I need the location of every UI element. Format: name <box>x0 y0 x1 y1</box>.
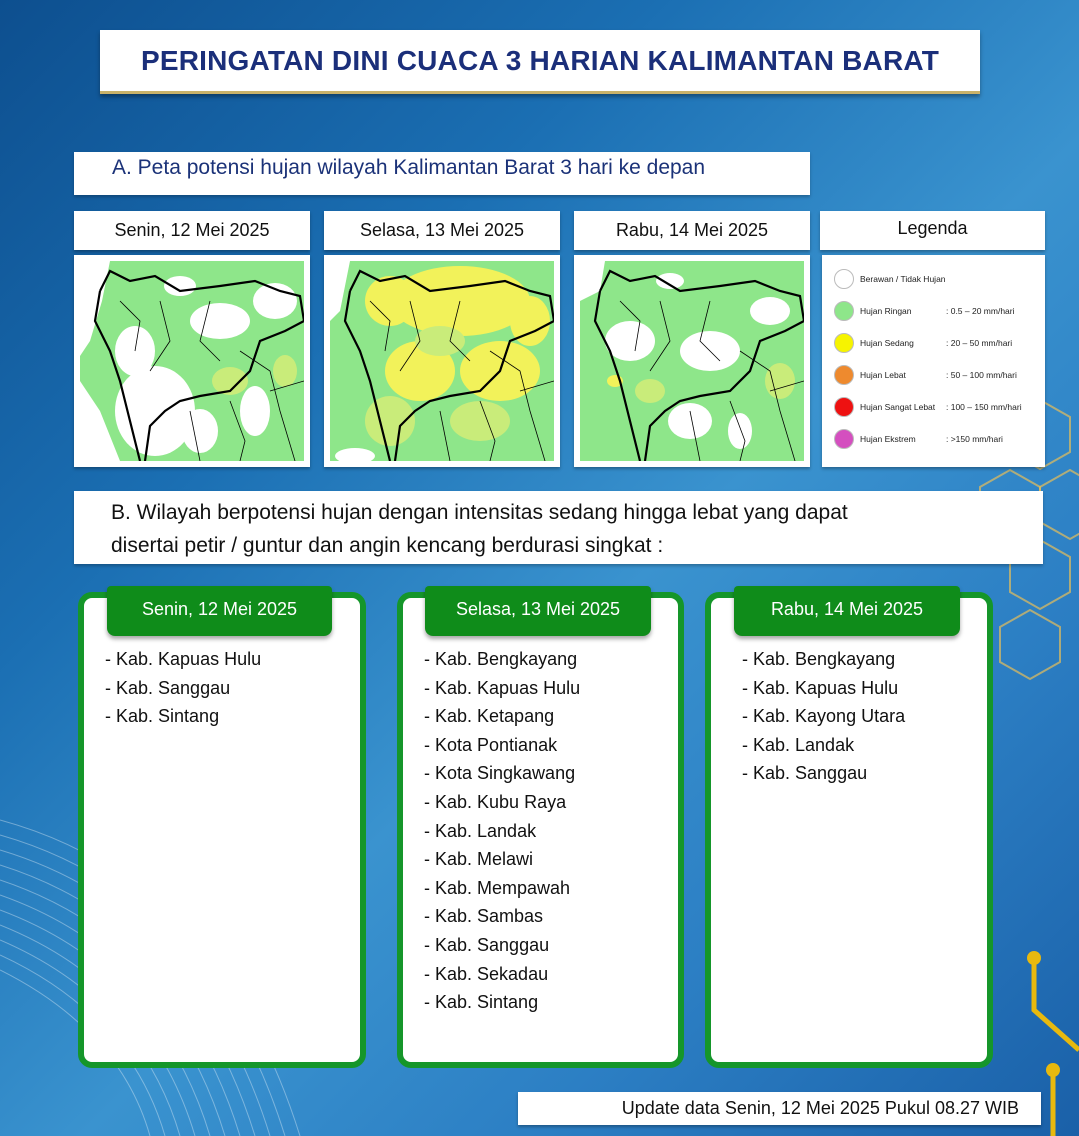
region-list-item: - Kab. Sanggau <box>424 934 550 955</box>
map-day-label-1: Senin, 12 Mei 2025 <box>74 211 310 250</box>
legend-panel <box>822 255 1045 467</box>
title-banner <box>100 30 980 94</box>
legend-item-berawan: Berawan / Tidak Hujan <box>834 269 946 289</box>
legend-swatch-icon <box>834 333 854 353</box>
legend-item-hujan-ekstrem: Hujan Ekstrem : >150 mm/hari <box>834 429 1003 449</box>
legend-swatch-icon <box>834 301 854 321</box>
region-list-day-2 <box>424 645 580 1017</box>
region-list-item: - Kab. Sanggau <box>742 763 868 784</box>
region-list-item: - Kota Singkawang <box>424 763 576 784</box>
region-list-item: - Kab. Kapuas Hulu <box>424 677 581 698</box>
legend-swatch-icon <box>834 429 854 449</box>
region-list-item: - Kab. Kapuas Hulu <box>742 677 899 698</box>
update-timestamp: Update data Senin, 12 Mei 2025 Pukul 08.27 WIB <box>518 1092 1041 1125</box>
section-b-line-2: disertai petir / guntur dan angin kencang berdurasi singkat : <box>111 534 664 557</box>
rain-map-day-1 <box>74 255 310 467</box>
region-list-item: - Kab. Ketapang <box>424 706 555 727</box>
section-b-heading <box>74 491 1043 564</box>
region-card-tab-day-2: Selasa, 13 Mei 2025 <box>425 586 651 636</box>
section-b-line-1: B. Wilayah berpotensi hujan dengan intensitas sedang hingga lebat yang dapat <box>111 501 848 524</box>
section-a-heading: A. Peta potensi hujan wilayah Kalimantan Barat 3 hari ke depan <box>74 152 810 195</box>
region-list-item: - Kab. Bengkayang <box>742 649 896 669</box>
rain-map-day-2 <box>324 255 560 467</box>
map-day-label-3: Rabu, 14 Mei 2025 <box>574 211 810 250</box>
region-list-item: - Kota Pontianak <box>424 734 558 755</box>
page-title: PERINGATAN DINI CUACA 3 HARIAN KALIMANTAN BARAT <box>140 44 940 76</box>
region-card-tab-day-3: Rabu, 14 Mei 2025 <box>734 586 960 636</box>
region-list-item: - Kab. Landak <box>742 734 855 755</box>
region-list-item: - Kab. Sintang <box>105 706 220 727</box>
legend-swatch-icon <box>834 269 854 289</box>
region-list-item: - Kab. Kapuas Hulu <box>105 649 262 669</box>
region-list-item: - Kab. Sekadau <box>424 963 549 984</box>
region-card-tab-day-1: Senin, 12 Mei 2025 <box>107 586 332 636</box>
legend-swatch-icon <box>834 397 854 417</box>
region-list-item: - Kab. Melawi <box>424 849 534 870</box>
region-list-item: - Kab. Sambas <box>424 906 544 927</box>
legend-swatch-icon <box>834 365 854 385</box>
region-list-item: - Kab. Kubu Raya <box>424 791 567 812</box>
legend-item-hujan-sedang: Hujan Sedang : 20 – 50 mm/hari <box>834 333 1012 353</box>
region-list-day-1 <box>105 645 261 731</box>
legend-item-hujan-lebat: Hujan Lebat : 50 – 100 mm/hari <box>834 365 1017 385</box>
region-list-item: - Kab. Landak <box>424 820 537 841</box>
region-list-item: - Kab. Mempawah <box>424 877 571 898</box>
region-list-item: - Kab. Kayong Utara <box>742 706 906 727</box>
rain-map-day-3 <box>574 255 810 467</box>
legend-title: Legenda <box>820 211 1045 250</box>
region-list-item: - Kab. Sanggau <box>105 677 231 698</box>
region-list-item: - Kab. Bengkayang <box>424 649 578 669</box>
region-list-day-3 <box>742 645 905 788</box>
legend-item-hujan-sangat-lebat: Hujan Sangat Lebat : 100 – 150 mm/hari <box>834 397 1022 417</box>
map-day-label-2: Selasa, 13 Mei 2025 <box>324 211 560 250</box>
legend-item-hujan-ringan: Hujan Ringan : 0.5 – 20 mm/hari <box>834 301 1015 321</box>
region-list-item: - Kab. Sintang <box>424 992 539 1013</box>
